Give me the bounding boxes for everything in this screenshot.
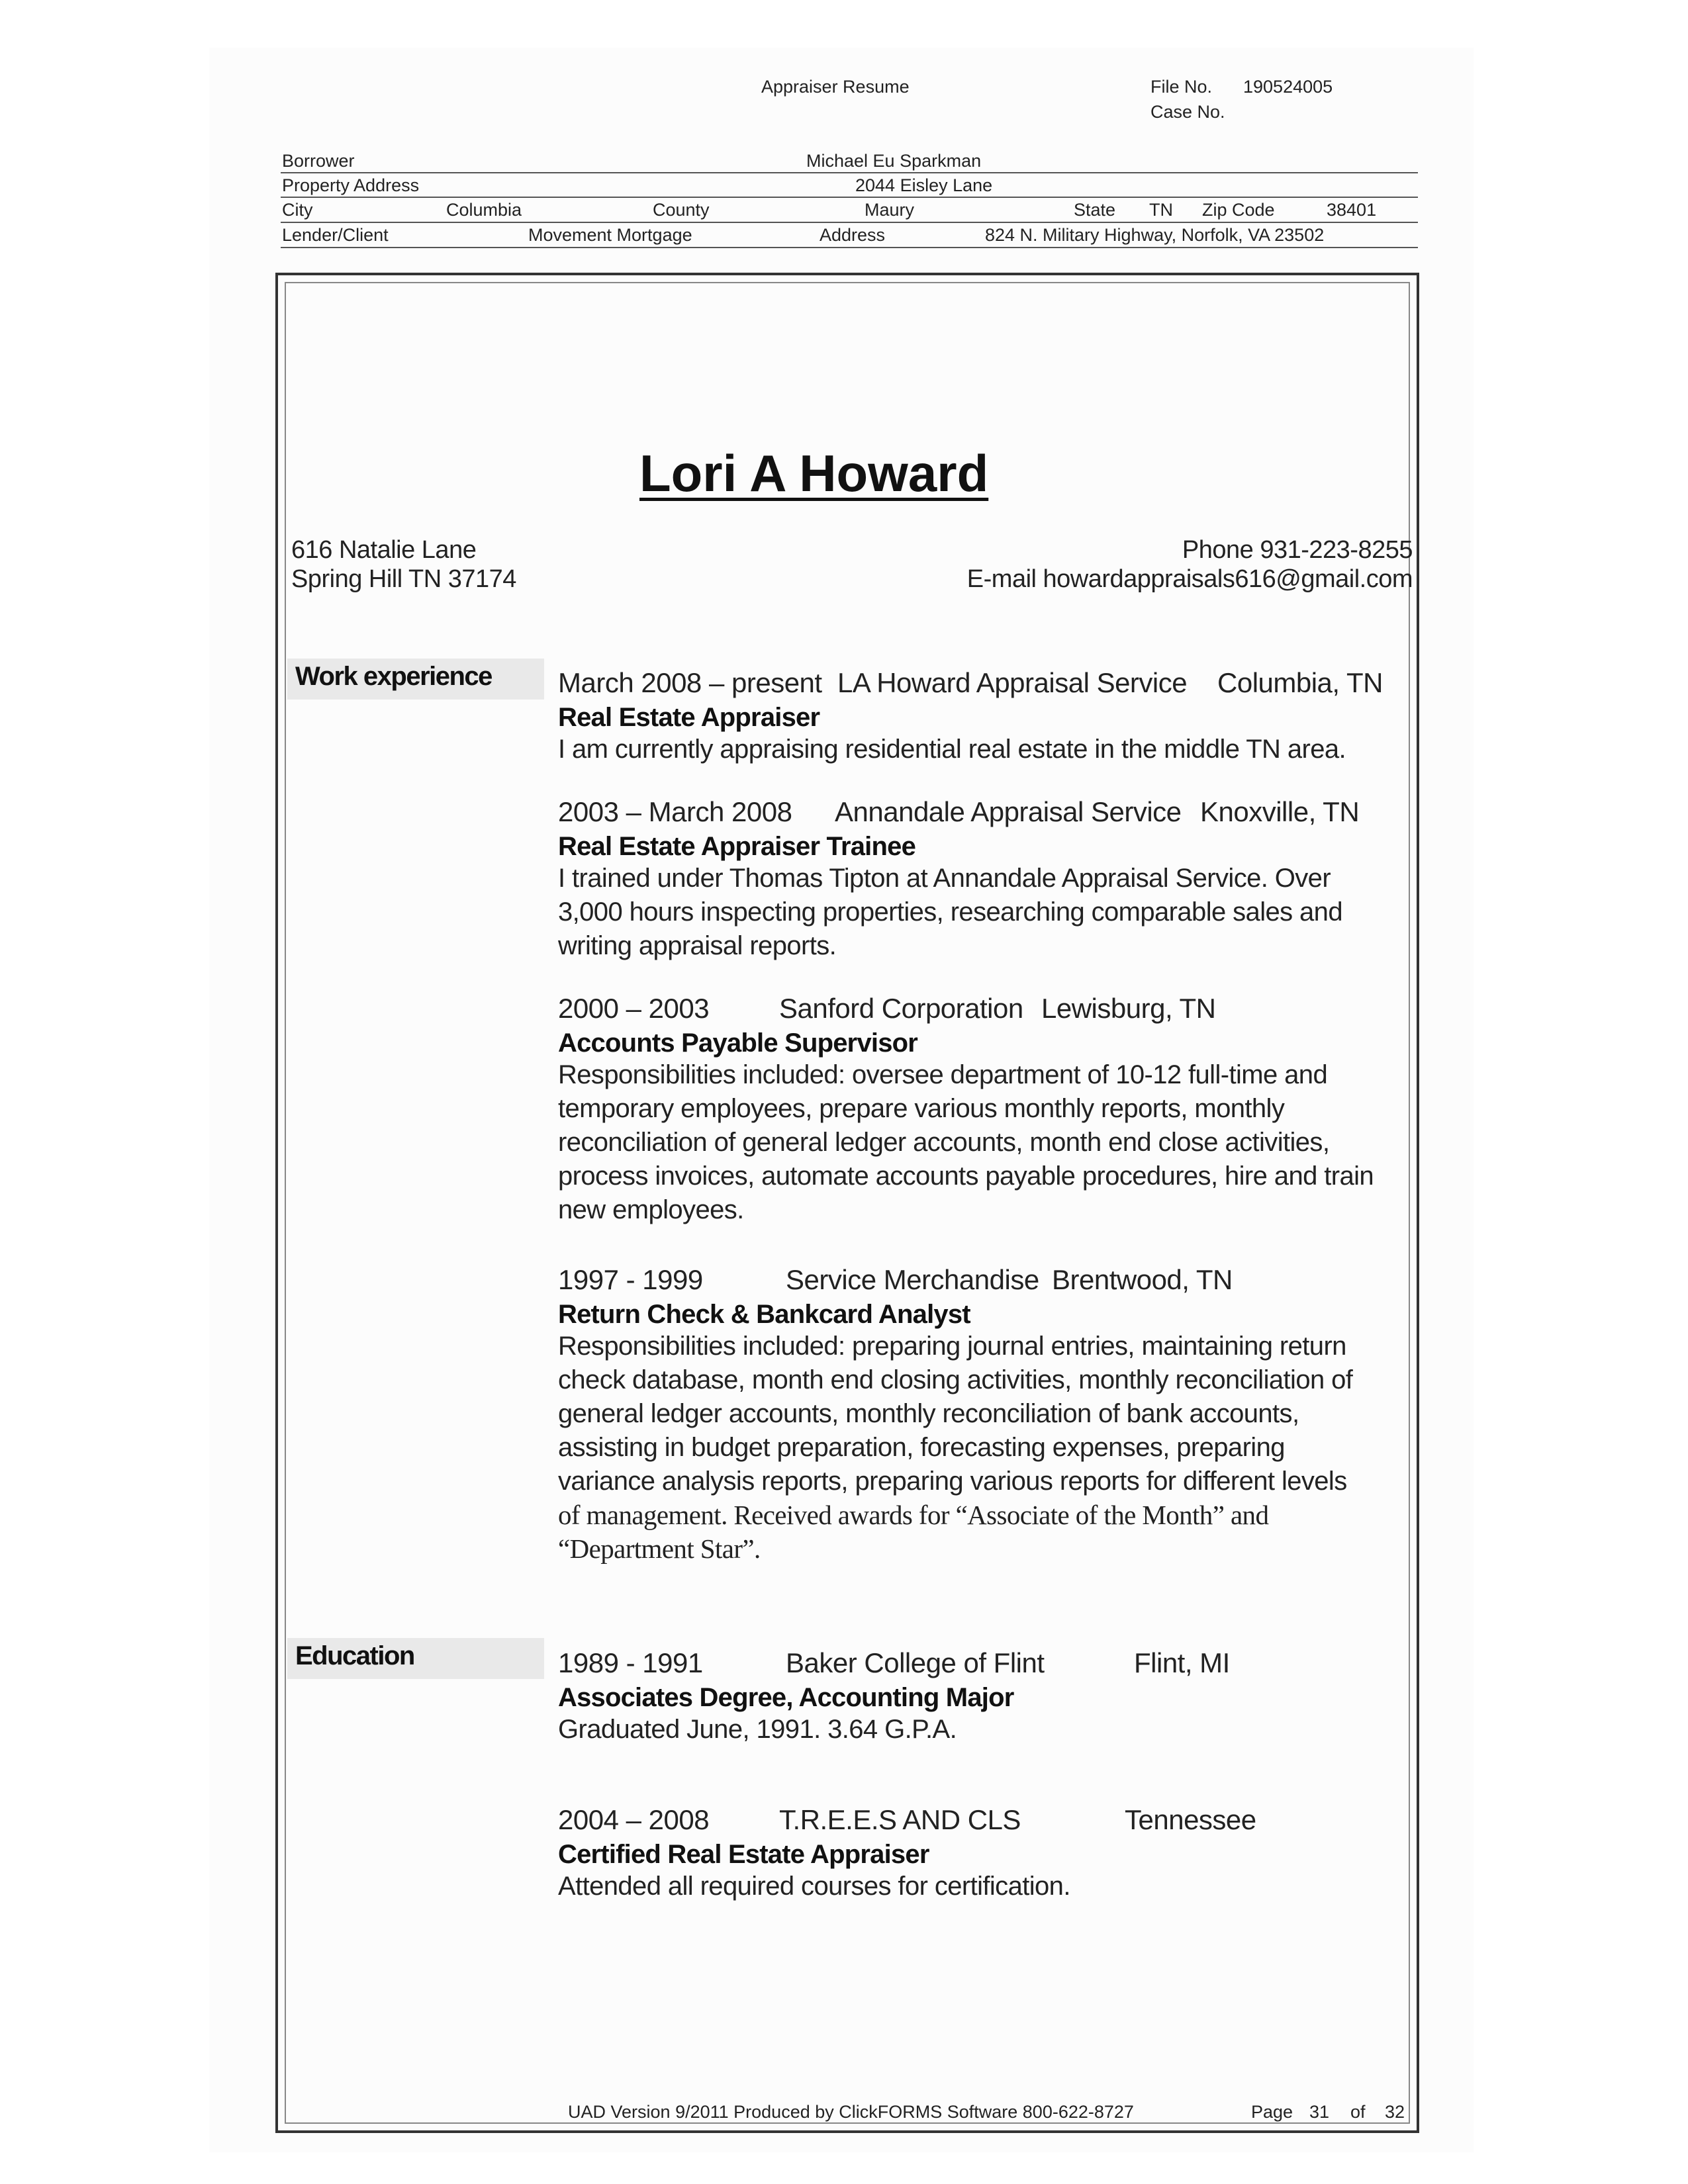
- work-location: Brentwood, TN: [1052, 1264, 1233, 1295]
- lender-value: Movement Mortgage: [528, 225, 692, 245]
- address-line-2: Spring Hill TN 37174: [291, 565, 516, 593]
- work-role: Return Check & Bankcard Analyst: [558, 1300, 970, 1329]
- work-role: Real Estate Appraiser Trainee: [558, 832, 916, 861]
- work-company: Sanford Corporation: [779, 993, 1023, 1024]
- work-dates: March 2008 – present: [558, 667, 822, 698]
- work-description: Responsibilities included: oversee department of 10-12 full-time and temporary employees, prepare various monthly reports, monthly reconciliation of general ledger accounts, month end close activities, process invoices, automate accounts payable procedures, hire and train new employees.: [558, 1060, 1374, 1224]
- state-label: State: [1074, 200, 1116, 220]
- resume-name: Lori A Howard: [639, 444, 989, 502]
- education-description: Attended all required courses for certification.: [558, 1872, 1070, 1901]
- education-description: Graduated June, 1991. 3.64 G.P.A.: [558, 1715, 957, 1744]
- case-no-label: Case No.: [1150, 102, 1225, 122]
- city-label: City: [282, 200, 313, 220]
- work-company: Annandale Appraisal Service: [835, 796, 1182, 827]
- education-heading: Education: [287, 1638, 544, 1679]
- work-location: Knoxville, TN: [1200, 796, 1360, 827]
- education-location: Flint, MI: [1134, 1647, 1230, 1678]
- header-rule: [281, 222, 1418, 223]
- education-entry: [558, 1647, 1405, 1747]
- county-label: County: [653, 200, 710, 220]
- work-description: Responsibilities included: preparing journal entries, maintaining return check database, month end closing activities, monthly reconciliation of general ledger accounts, monthly reconciliation of bank accounts, assisting in budget preparation, forecasting expenses, preparing variance analysis reports, preparing various reports for different levels of management. Received awards for “Associate of the Month” and “Department Star”.: [558, 1332, 1353, 1564]
- lender-label: Lender/Client: [282, 225, 389, 245]
- work-entry: [558, 1264, 1405, 1566]
- education-degree: Certified Real Estate Appraiser: [558, 1840, 929, 1869]
- work-location: Columbia, TN: [1217, 667, 1383, 698]
- education-dates: 1989 - 1991: [558, 1647, 703, 1678]
- lender-address-value: 824 N. Military Highway, Norfolk, VA 23502: [985, 225, 1325, 245]
- borrower-value: Michael Eu Sparkman: [806, 151, 982, 171]
- file-no-label: File No.: [1150, 77, 1213, 97]
- education-school: Baker College of Flint: [786, 1647, 1045, 1678]
- work-entry: [558, 796, 1405, 963]
- footer-page-total: 32: [1385, 2102, 1405, 2122]
- work-description: I am currently appraising residential real estate in the middle TN area.: [558, 735, 1346, 764]
- work-experience-heading: Work experience: [287, 659, 544, 700]
- work-location: Lewisburg, TN: [1041, 993, 1216, 1024]
- phone: Phone 931-223-8255: [1182, 536, 1413, 564]
- work-company: LA Howard Appraisal Service: [837, 667, 1188, 698]
- work-role: Real Estate Appraiser: [558, 703, 820, 732]
- work-dates: 2000 – 2003: [558, 993, 710, 1024]
- education-location: Tennessee: [1125, 1804, 1256, 1835]
- work-company: Service Merchandise: [786, 1264, 1039, 1295]
- work-entry: [558, 667, 1405, 766]
- work-dates: 1997 - 1999: [558, 1264, 703, 1295]
- state-value: TN: [1149, 200, 1173, 220]
- education-school: T.R.E.E.S AND CLS: [779, 1804, 1021, 1835]
- footer-produced-by: UAD Version 9/2011 Produced by ClickFORMS Software 800-622-8727: [568, 2102, 1134, 2122]
- city-value: Columbia: [446, 200, 522, 220]
- work-role: Accounts Payable Supervisor: [558, 1028, 918, 1058]
- work-entry: [558, 993, 1405, 1227]
- file-no-value: 190524005: [1243, 77, 1333, 97]
- header-rule: [281, 197, 1418, 198]
- education-dates: 2004 – 2008: [558, 1804, 710, 1835]
- header-rule: [281, 172, 1418, 173]
- footer-page-label: Page: [1251, 2102, 1293, 2122]
- address-line-1: 616 Natalie Lane: [291, 536, 477, 564]
- property-address-value: 2044 Eisley Lane: [855, 175, 993, 195]
- lender-address-label: Address: [820, 225, 886, 245]
- work-dates: 2003 – March 2008: [558, 796, 792, 827]
- borrower-label: Borrower: [282, 151, 355, 171]
- header-rule: [281, 247, 1418, 248]
- work-description: I trained under Thomas Tipton at Annandale Appraisal Service. Over 3,000 hours inspecting properties, researching comparable sales and writing appraisal reports.: [558, 864, 1342, 960]
- education-degree: Associates Degree, Accounting Major: [558, 1683, 1014, 1712]
- footer-of-label: of: [1350, 2102, 1366, 2122]
- email: E-mail howardappraisals616@gmail.com: [966, 565, 1413, 593]
- education-entry: [558, 1804, 1405, 1903]
- property-address-label: Property Address: [282, 175, 420, 195]
- zip-label: Zip Code: [1202, 200, 1275, 220]
- zip-value: 38401: [1327, 200, 1377, 220]
- footer-page-number: 31: [1309, 2102, 1330, 2122]
- county-value: Maury: [865, 200, 915, 220]
- form-title: Appraiser Resume: [761, 77, 910, 97]
